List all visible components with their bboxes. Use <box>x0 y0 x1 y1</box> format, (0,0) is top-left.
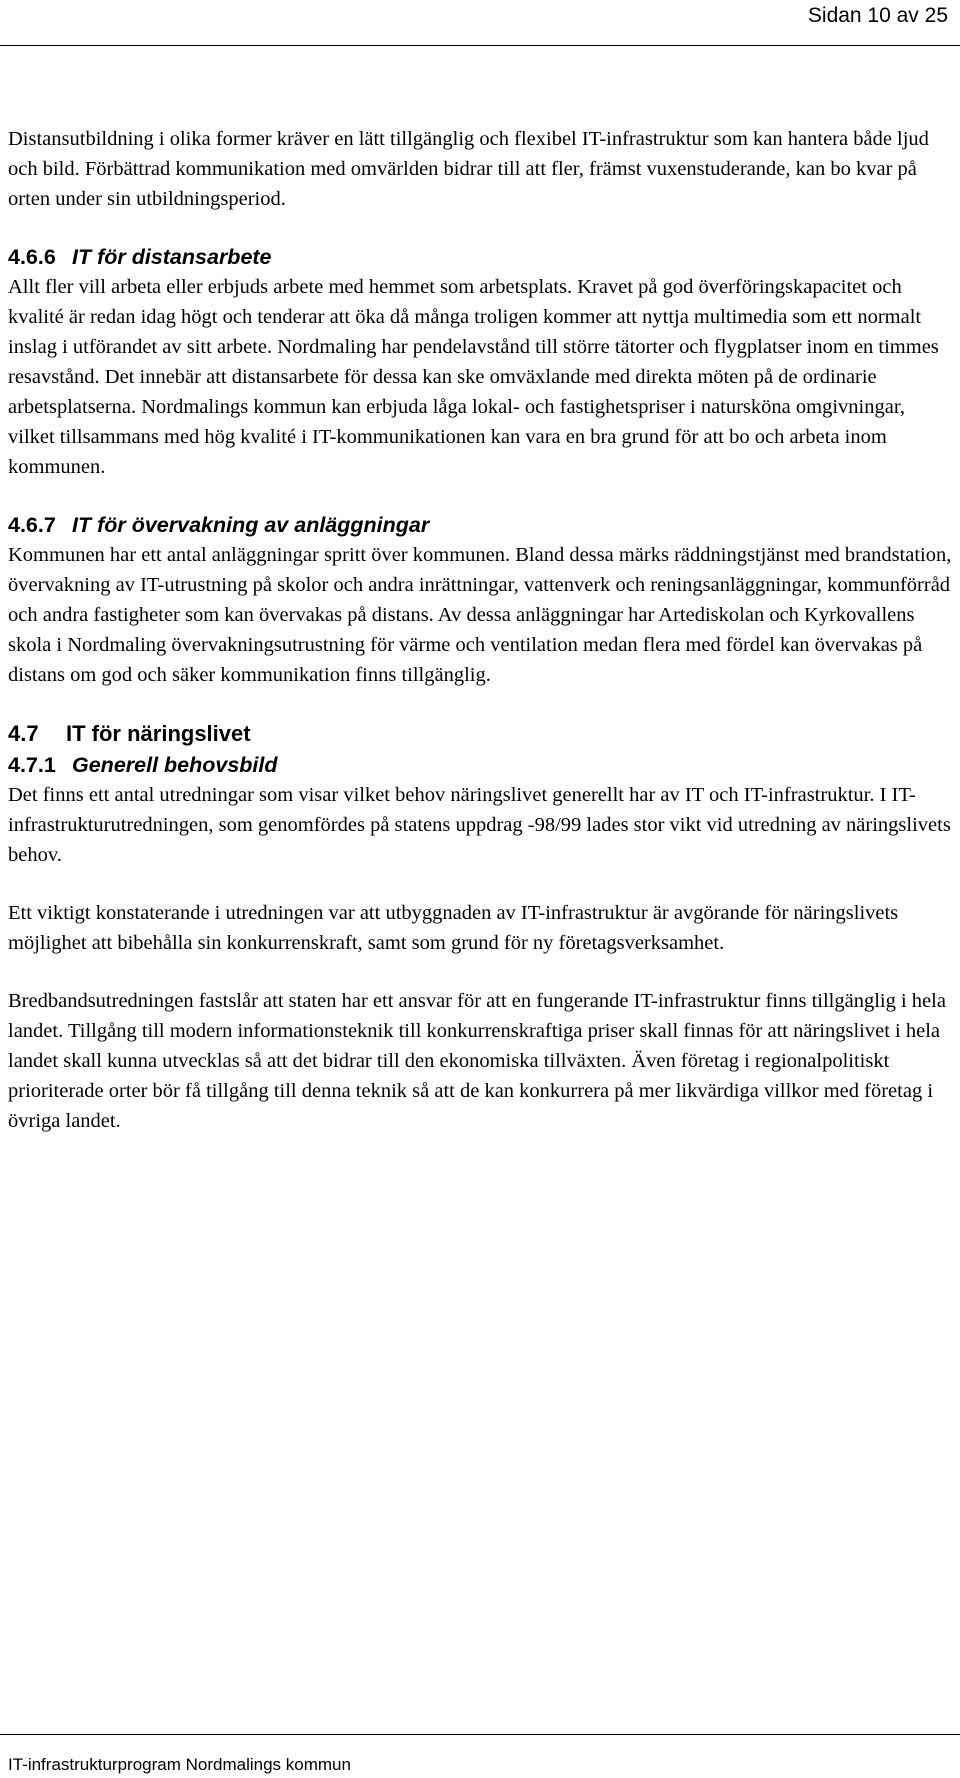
paragraph-overvakning: Kommunen har ett antal anläggningar spritt över kommunen. Bland dessa märks räddningstjänst med brandstation, övervakning av IT-utrustning på skolor och andra inrättningar, vattenverk och reningsanläggningar, kommunförråd och andra fastigheter som kan övervakas på distans. Av dessa anläggningar har Artediskolan och Kyrkovallens skola i Nordmaling övervakningsutrustning för värme och ventilation medan flera med fördel kan övervakas på distans om god och säker kommunikation finns tillgänglig. <box>8 544 952 686</box>
footer-text: IT-infrastrukturprogram Nordmalings kommun <box>8 1755 351 1774</box>
document-body <box>8 124 954 1136</box>
paragraph-distansarbete: Allt fler vill arbeta eller erbjuds arbete med hemmet som arbetsplats. Kravet på god överföringskapacitet och kvalité är redan idag högt och tenderar att öka då många troligen kommer att nyttja multimedia som ett normalt inslag i utförandet av sitt arbete. Nordmaling har pendelavstånd till större tätorter och flygplatser inom en timmes resavstånd. Det innebär att distansarbete för dessa kan ske omväxlande med direkta möten på de ordinarie arbetsplatserna. Nordmalings kommun kan erbjuda låga lokal- och fastighetspriser i natursköna omgivningar, vilket tillsammans med hög kvalité i IT-kommunikationen kan vara en bra grund för att bo och arbeta inom kommunen. <box>8 276 939 478</box>
section-title: IT för näringslivet <box>66 721 251 746</box>
section-title: IT för distansarbete <box>72 245 272 269</box>
section-heading-4-7-1 <box>8 750 954 780</box>
section-title: Generell behovsbild <box>72 753 278 777</box>
section-number: 4.6.6 <box>8 245 56 269</box>
section-number: 4.6.7 <box>8 513 56 537</box>
section-number: 4.7.1 <box>8 753 56 777</box>
page-number: Sidan 10 av 25 <box>807 4 948 27</box>
section-heading-4-6-7 <box>8 510 954 540</box>
section-title: IT för övervakning av anläggningar <box>72 513 430 537</box>
page-footer <box>0 1722 960 1778</box>
footer-rule <box>0 1734 960 1735</box>
section-number: 4.7 <box>8 721 39 746</box>
page-header <box>0 0 960 48</box>
header-rule <box>0 45 960 46</box>
paragraph-behovsbild-1: Det finns ett antal utredningar som visar vilket behov näringslivet generellt har av IT och IT-infrastruktur. I IT-infrastrukturutredningen, som genomfördes på statens uppdrag -98/99 lades stor vikt vid utredning av näringslivets behov. <box>8 784 951 866</box>
paragraph-behovsbild-3: Bredbandsutredningen fastslår att staten har ett ansvar för att en fungerande IT-infrastruktur finns tillgänglig i hela landet. Tillgång till modern informationsteknik till konkurrenskraftiga priser skall finnas för att näringslivet i hela landet skall kunna utvecklas så att det bidrar till den ekonomiska tillväxten. Även företag i regionalpolitiskt prioriterade orter bör få tillgång till denna teknik så att de kan konkurrera på mer likvärdiga villkor med företag i övriga landet. <box>8 990 946 1132</box>
section-heading-4-6-6 <box>8 242 954 272</box>
paragraph-behovsbild-2: Ett viktigt konstaterande i utredningen var att utbyggnaden av IT-infrastruktur är avgörande för näringslivets möjlighet att bibehålla sin konkurrenskraft, samt som grund för ny företagsverksamhet. <box>8 902 899 954</box>
intro-paragraph: Distansutbildning i olika former kräver en lätt tillgänglig och flexibel IT-infrastruktur som kan hantera både ljud och bild. Förbättrad kommunikation med omvärlden bidrar till att fler, främst vuxenstuderande, kan bo kvar på orten under sin utbildningsperiod. <box>8 128 929 210</box>
section-heading-4-7 <box>8 718 954 750</box>
